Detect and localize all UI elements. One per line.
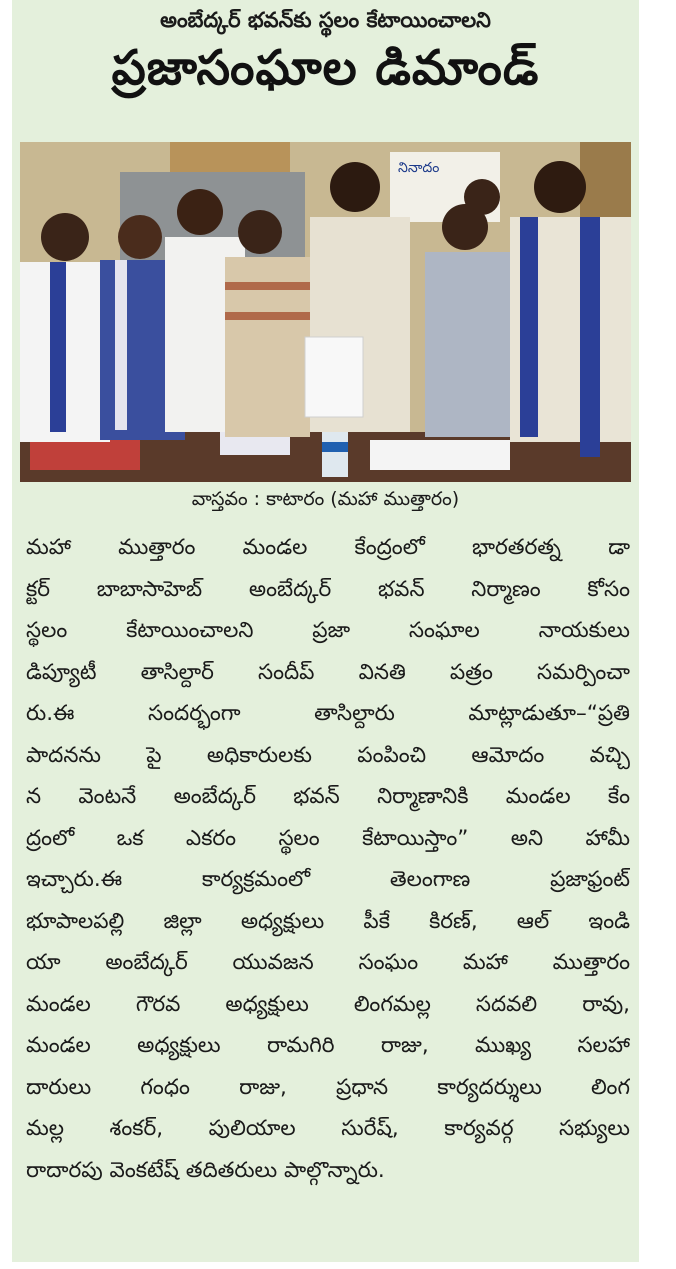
body-line: ఇచ్చారు.ఈ కార్యక్రమంలో తెలంగాణ ప్రజాఫ్రంట్	[26, 867, 630, 892]
body-line: మహా ముత్తారం మండల కేంద్రంలో భారతరత్న డా	[26, 535, 630, 560]
wall-sign-text: నినాదం	[398, 160, 440, 176]
article-dateline: వాస్తవం : కాటారం (మహా ముత్తారం)	[191, 488, 460, 510]
body-line: ద్రంలో ఒక ఎకరం స్థలం కేటాయిస్తాం” అని హామీ	[26, 825, 630, 851]
body-line: న వెంటనే అంబేద్కర్ భవన్ నిర్మాణానికి మండల కేం	[26, 784, 630, 809]
body-line: మల్ల శంకర్, పులియాల సురేష్, కార్యవర్గ సభ్యులు	[26, 1116, 630, 1141]
newspaper-clipping	[12, 0, 639, 1262]
body-line: మండల గౌరవ అధ్యక్షులు లింగమల్ల సదవలి రావు,	[26, 991, 630, 1017]
body-line: పాదనను పై అధికారులకు పంపించి ఆమోదం వచ్చి	[26, 742, 630, 768]
body-line: రాదారపు వెంకటేష్ తదితరులు పాల్గొన్నారు.	[26, 1157, 385, 1183]
article-body	[26, 527, 630, 1191]
article-kicker: అంబేద్కర్ భవన్‌కు స్థలం కేటాయించాలని	[160, 8, 491, 32]
body-line: దారులు గంధం రాజు, ప్రధాన కార్యదర్శులు లింగ	[26, 1074, 630, 1100]
article-headline: ప్రజాసంఘాల డిమాండ్	[111, 40, 540, 96]
body-line: భూపాలపల్లి జిల్లా అధ్యక్షులు పీకే కిరణ్, ఆల్ ఇండి	[26, 908, 630, 934]
body-line: స్థలం కేటాయించాలని ప్రజా సంఘాల నాయకులు	[26, 618, 630, 643]
news-photo	[20, 142, 631, 482]
body-line: యా అంబేద్కర్ యువజన సంఘం మహా ముత్తారం	[26, 950, 630, 975]
body-line: రు.ఈ సందర్భంగా తాసిల్దారు మాట్లాడుతూ–“ప్రతి	[26, 701, 630, 726]
body-line: డిప్యూటీ తాసిల్దార్ సందీప్ వినతి పత్రం సమర్పించా	[26, 659, 630, 685]
group-photo-illustration	[20, 142, 631, 482]
body-line: క్టర్ బాబాసాహెబ్ అంబేద్కర్ భవన్ నిర్మాణం కోసం	[26, 576, 630, 602]
body-line: మండల అధ్యక్షులు రామగిరి రాజు, ముఖ్య సలహా	[26, 1033, 630, 1058]
